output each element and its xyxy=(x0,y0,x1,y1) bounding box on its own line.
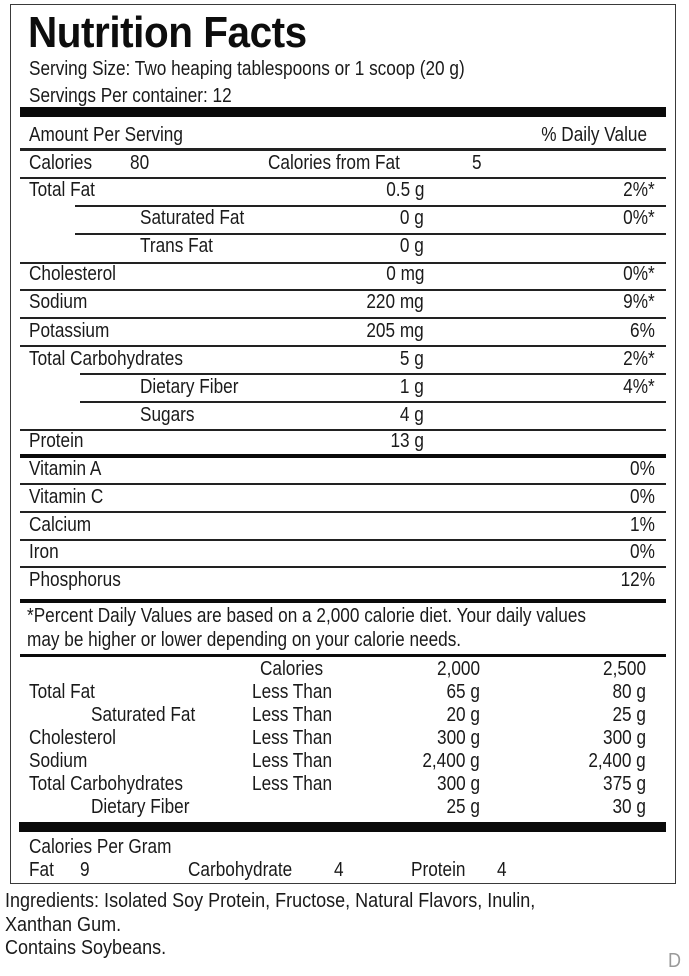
nutrient-name: Sugars xyxy=(140,404,195,426)
nutrient-amount: 0 g xyxy=(400,207,424,229)
nutrient-amount: 4 g xyxy=(400,404,424,426)
label-title: Nutrition Facts xyxy=(28,8,307,57)
dv-table-row-qualifier: Less Than xyxy=(252,704,333,726)
cpg-carb-value: 4 xyxy=(334,859,344,881)
thick-divider xyxy=(20,107,666,117)
nutrient-dv: 2%* xyxy=(623,179,655,201)
dv-table-row-col2: 80 g xyxy=(612,681,646,703)
dv-table-row-col2: 375 g xyxy=(602,773,646,795)
vitamin-dv: 12% xyxy=(620,569,655,591)
nutrient-amount: 220 mg xyxy=(366,291,424,313)
footnote-line-1: *Percent Daily Values are based on a 2,000 calorie diet. Your daily values xyxy=(27,605,587,627)
dv-table-col1-header: 2,000 xyxy=(436,658,480,680)
dv-table-col2-header: 2,500 xyxy=(602,658,646,680)
divider xyxy=(20,511,666,513)
dv-table-row-col2: 300 g xyxy=(602,727,646,749)
amount-per-serving: Amount Per Serving xyxy=(29,124,183,146)
dv-table-row-name: Total Fat xyxy=(29,681,95,703)
nutrient-name: Total Carbohydrates xyxy=(29,348,183,370)
allergen-statement: Contains Soybeans. xyxy=(5,937,167,959)
dv-table-row-name: Sodium xyxy=(29,750,88,772)
calories-from-fat-label: Calories from Fat xyxy=(268,152,400,174)
dv-table-row-qualifier: Less Than xyxy=(252,773,333,795)
servings-per-container: Servings Per container: 12 xyxy=(29,85,232,107)
divider xyxy=(20,317,666,319)
nutrient-dv: 9%* xyxy=(623,291,655,313)
dv-table-row-name: Cholesterol xyxy=(29,727,117,749)
nutrient-name: Dietary Fiber xyxy=(140,376,239,398)
ingredients-line-2: Xanthan Gum. xyxy=(5,914,122,936)
vitamin-name: Phosphorus xyxy=(29,569,121,591)
divider xyxy=(20,262,666,264)
dv-table-row-name: Total Carbohydrates xyxy=(29,773,183,795)
cutoff-text-fragment: D xyxy=(668,950,682,972)
nutrient-amount: 1 g xyxy=(400,376,424,398)
cpg-carb-label: Carbohydrate xyxy=(188,859,293,881)
calories-value: 80 xyxy=(130,152,150,174)
dv-table-row-col2: 25 g xyxy=(612,704,646,726)
nutrient-dv: 4%* xyxy=(623,376,655,398)
divider xyxy=(80,401,666,403)
nutrient-dv: 2%* xyxy=(623,348,655,370)
footnote-line-2: may be higher or lower depending on your calorie needs. xyxy=(27,629,462,651)
dv-table-row-col1: 25 g xyxy=(446,796,480,818)
divider xyxy=(80,373,666,375)
divider xyxy=(20,177,666,179)
divider xyxy=(20,654,666,657)
dv-table-row-col1: 300 g xyxy=(436,727,480,749)
ingredients-line-1: Ingredients: Isolated Soy Protein, Fructose, Natural Flavors, Inulin, xyxy=(5,890,536,912)
calories-per-gram-title: Calories Per Gram xyxy=(29,836,172,858)
nutrient-dv: 0%* xyxy=(623,207,655,229)
nutrient-dv: 6% xyxy=(630,320,655,342)
cpg-protein-label: Protein xyxy=(411,859,466,881)
dv-table-row-col1: 20 g xyxy=(446,704,480,726)
medium-divider xyxy=(20,599,666,603)
nutrient-name: Potassium xyxy=(29,320,110,342)
vitamin-dv: 1% xyxy=(630,514,655,536)
vitamin-name: Vitamin C xyxy=(29,486,104,508)
daily-value-header: % Daily Value xyxy=(541,124,647,146)
vitamin-dv: 0% xyxy=(630,458,655,480)
nutrient-amount: 13 g xyxy=(390,430,424,452)
divider xyxy=(20,429,666,431)
nutrient-name: Sodium xyxy=(29,291,88,313)
nutrient-amount: 5 g xyxy=(400,348,424,370)
divider xyxy=(20,483,666,485)
divider xyxy=(20,345,666,347)
dv-table-row-col2: 2,400 g xyxy=(588,750,646,772)
dv-table-row-col1: 300 g xyxy=(436,773,480,795)
divider xyxy=(20,539,666,541)
vitamin-dv: 0% xyxy=(630,541,655,563)
thick-divider xyxy=(19,822,666,832)
medium-divider xyxy=(20,454,666,458)
calories-from-fat-value: 5 xyxy=(472,152,482,174)
dv-table-row-name: Saturated Fat xyxy=(91,704,196,726)
dv-table-row-qualifier: Less Than xyxy=(252,727,333,749)
divider xyxy=(20,566,666,568)
nutrient-name: Cholesterol xyxy=(29,263,117,285)
nutrient-amount: 0 g xyxy=(400,235,424,257)
divider xyxy=(20,148,666,151)
nutrient-name: Trans Fat xyxy=(140,235,213,257)
cpg-fat-value: 9 xyxy=(80,859,90,881)
cpg-fat-label: Fat xyxy=(29,859,54,881)
nutrient-amount: 0.5 g xyxy=(385,179,424,201)
calories-label: Calories xyxy=(29,152,93,174)
nutrient-name: Protein xyxy=(29,430,84,452)
nutrient-name: Total Fat xyxy=(29,179,95,201)
nutrient-dv: 0%* xyxy=(623,263,655,285)
divider xyxy=(20,289,666,291)
dv-table-row-qualifier: Less Than xyxy=(252,681,333,703)
cpg-protein-value: 4 xyxy=(497,859,507,881)
vitamin-name: Iron xyxy=(29,541,59,563)
nutrient-amount: 0 mg xyxy=(385,263,424,285)
dv-table-calories-label: Calories xyxy=(260,658,324,680)
vitamin-name: Vitamin A xyxy=(29,458,102,480)
vitamin-dv: 0% xyxy=(630,486,655,508)
nutrient-amount: 205 mg xyxy=(366,320,424,342)
dv-table-row-col1: 2,400 g xyxy=(422,750,480,772)
vitamin-name: Calcium xyxy=(29,514,92,536)
dv-table-row-qualifier: Less Than xyxy=(252,750,333,772)
nutrient-name: Saturated Fat xyxy=(140,207,245,229)
dv-table-row-col2: 30 g xyxy=(612,796,646,818)
serving-size: Serving Size: Two heaping tablespoons or 1 scoop (20 g) xyxy=(29,58,465,80)
dv-table-row-col1: 65 g xyxy=(446,681,480,703)
dv-table-row-name: Dietary Fiber xyxy=(91,796,190,818)
